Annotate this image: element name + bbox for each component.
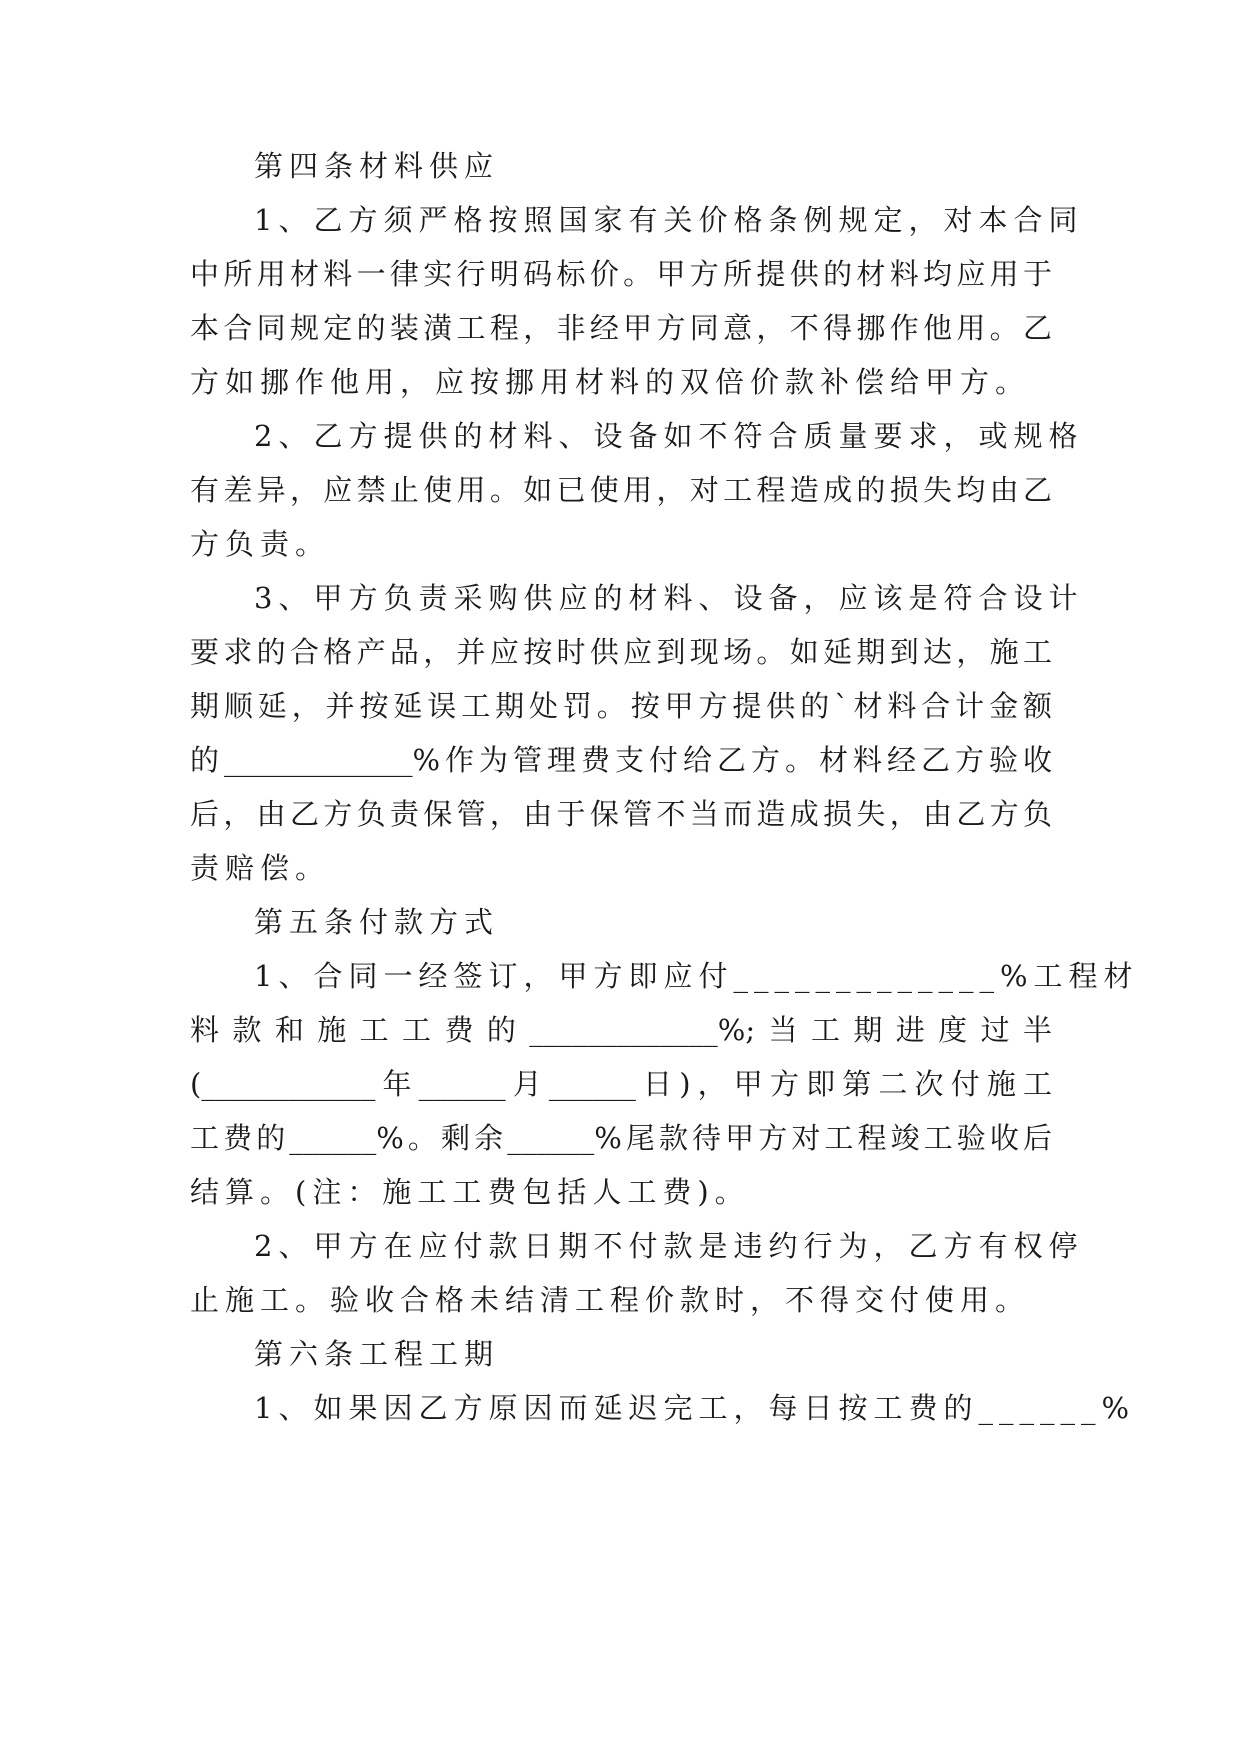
paragraph-line: 料款和施工工费的_____________%;当工期进度过半 — [190, 1013, 1052, 1047]
paragraph-line: 的_____________%作为管理费支付给乙方。材料经乙方验收 — [190, 743, 1052, 777]
section-heading-5: 第五条付款方式 — [254, 905, 500, 939]
paragraph-line: 期顺延，并按延误工期处罚。按甲方提供的`材料合计金额 — [190, 689, 1052, 723]
paragraph-line: 2、乙方提供的材料、设备如不符合质量要求，或规格 — [254, 419, 1084, 453]
paragraph-line: 1、合同一经签订，甲方即应付_____________%工程材 — [254, 959, 1139, 993]
paragraph-line: 1、乙方须严格按照国家有关价格条例规定，对本合同 — [254, 203, 1084, 237]
paragraph-line: 工费的______%。剩余______%尾款待甲方对工程竣工验收后 — [190, 1121, 1052, 1155]
paragraph-line: 本合同规定的装潢工程，非经甲方同意，不得挪作他用。乙 — [190, 311, 1052, 345]
paragraph-line: 1、如果因乙方原因而延迟完工，每日按工费的______% — [254, 1391, 1136, 1425]
paragraph-line: 结算。(注：施工工费包括人工费)。 — [190, 1175, 750, 1209]
paragraph-line: (____________年______月______日)，甲方即第二次付施工 — [190, 1067, 1052, 1101]
paragraph-line: 中所用材料一律实行明码标价。甲方所提供的材料均应用于 — [190, 257, 1052, 291]
section-heading-6: 第六条工程工期 — [254, 1337, 500, 1371]
paragraph-line: 2、甲方在应付款日期不付款是违约行为，乙方有权停 — [254, 1229, 1084, 1263]
paragraph-line: 后，由乙方负责保管，由于保管不当而造成损失，由乙方负 — [190, 797, 1052, 831]
paragraph-line: 有差异，应禁止使用。如已使用，对工程造成的损失均由乙 — [190, 473, 1052, 507]
paragraph-line: 要求的合格产品，并应按时供应到现场。如延期到达，施工 — [190, 635, 1052, 669]
paragraph-line: 方如挪作他用，应按挪用材料的双倍价款补偿给甲方。 — [190, 365, 1031, 399]
section-heading-4: 第四条材料供应 — [254, 149, 500, 183]
paragraph-line: 止施工。验收合格未结清工程价款时，不得交付使用。 — [190, 1283, 1031, 1317]
paragraph-line: 3、甲方负责采购供应的材料、设备，应该是符合设计 — [254, 581, 1084, 615]
paragraph-line: 方负责。 — [190, 527, 331, 561]
paragraph-line: 责赔偿。 — [190, 851, 331, 885]
